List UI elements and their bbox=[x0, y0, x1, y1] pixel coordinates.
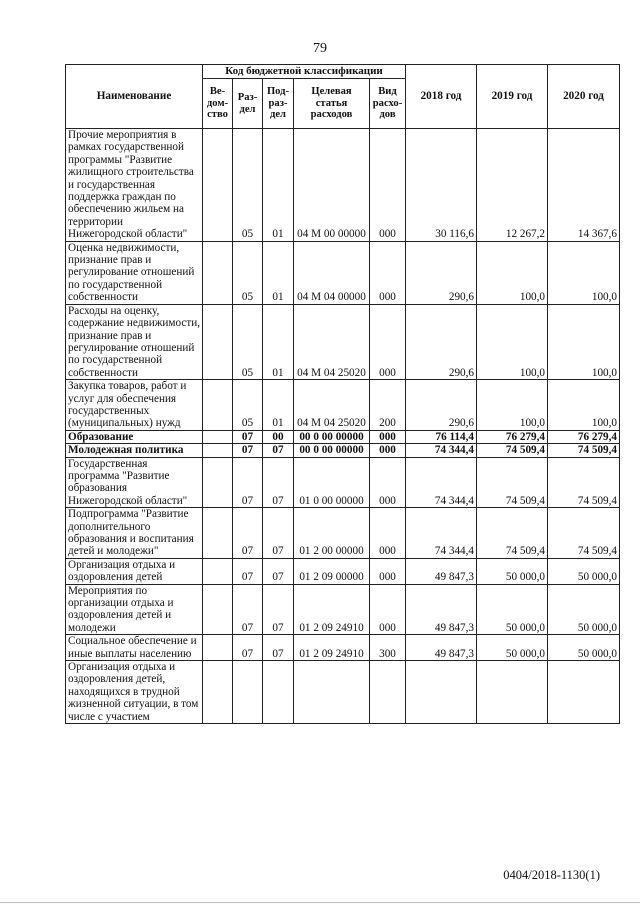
cell-2020: 50 000,0 bbox=[548, 635, 620, 661]
budget-table bbox=[65, 64, 620, 724]
cell-name: Молодежная политика bbox=[66, 444, 203, 457]
cell-razdel bbox=[233, 661, 263, 724]
cell-name: Мероприятия по организации отдыха и оздоровления детей и молодежи bbox=[66, 584, 203, 635]
cell-2019: 74 509,4 bbox=[477, 444, 548, 457]
cell-vedomstvo bbox=[203, 457, 233, 508]
cell-target: 00 0 00 00000 bbox=[294, 430, 370, 443]
cell-podrazdel: 07 bbox=[263, 457, 294, 508]
table-row bbox=[66, 444, 620, 457]
cell-2018: 74 344,4 bbox=[406, 444, 477, 457]
cell-2019 bbox=[477, 661, 548, 724]
cell-2019: 74 509,4 bbox=[477, 508, 548, 559]
cell-2019: 50 000,0 bbox=[477, 635, 548, 661]
cell-vedomstvo bbox=[203, 558, 233, 584]
cell-vid: 000 bbox=[370, 558, 406, 584]
cell-razdel: 05 bbox=[233, 304, 263, 379]
cell-2019: 74 509,4 bbox=[477, 457, 548, 508]
table-row bbox=[66, 584, 620, 635]
cell-2020: 100,0 bbox=[548, 304, 620, 379]
cell-name: Прочие мероприятия в рамках государственной программы "Развитие жилищного строительства и государственная поддержка граждан по обеспечению жильем на территории Нижегородской области" bbox=[66, 129, 203, 242]
cell-vid: 000 bbox=[370, 508, 406, 559]
cell-podrazdel: 07 bbox=[263, 584, 294, 635]
cell-vedomstvo bbox=[203, 508, 233, 559]
cell-2019: 76 279,4 bbox=[477, 430, 548, 443]
cell-name: Государственная программа "Развитие образования Нижегородской области" bbox=[66, 457, 203, 508]
cell-2020: 74 509,4 bbox=[548, 508, 620, 559]
cell-target: 01 2 09 24910 bbox=[294, 584, 370, 635]
cell-vedomstvo bbox=[203, 241, 233, 304]
header-code-group: Код бюджетной классификации bbox=[203, 65, 406, 79]
table-row bbox=[66, 304, 620, 379]
cell-2019: 12 267,2 bbox=[477, 129, 548, 242]
cell-2018: 49 847,3 bbox=[406, 584, 477, 635]
cell-razdel: 05 bbox=[233, 241, 263, 304]
cell-2018: 74 344,4 bbox=[406, 457, 477, 508]
cell-2018: 74 344,4 bbox=[406, 508, 477, 559]
cell-name: Организация отдыха и оздоровления детей, находящихся в трудной жизненной ситуации, в том числе с участием bbox=[66, 661, 203, 724]
cell-target: 04 М 00 00000 bbox=[294, 129, 370, 242]
cell-name: Социальное обеспечение и иные выплаты населению bbox=[66, 635, 203, 661]
cell-name: Расходы на оценку, содержание недвижимости, признание прав и регулирование отношений по государственной собственности bbox=[66, 304, 203, 379]
cell-target: 04 М 04 00000 bbox=[294, 241, 370, 304]
table-row bbox=[66, 380, 620, 431]
cell-2020: 74 509,4 bbox=[548, 457, 620, 508]
cell-2018: 30 116,6 bbox=[406, 129, 477, 242]
table-row bbox=[66, 508, 620, 559]
table-row bbox=[66, 558, 620, 584]
cell-2018 bbox=[406, 661, 477, 724]
cell-2019: 100,0 bbox=[477, 380, 548, 431]
cell-name: Организация отдыха и оздоровления детей bbox=[66, 558, 203, 584]
cell-2019: 50 000,0 bbox=[477, 584, 548, 635]
cell-razdel: 07 bbox=[233, 457, 263, 508]
cell-target: 01 2 09 00000 bbox=[294, 558, 370, 584]
scan-edge-line bbox=[0, 902, 640, 903]
header-2020: 2020 год bbox=[548, 65, 620, 129]
table-row bbox=[66, 457, 620, 508]
document-code: 0404/2018-1130(1) bbox=[503, 868, 600, 882]
cell-target: 01 2 00 00000 bbox=[294, 508, 370, 559]
cell-2020: 74 509,4 bbox=[548, 444, 620, 457]
cell-target: 04 М 04 25020 bbox=[294, 304, 370, 379]
cell-vid: 000 bbox=[370, 304, 406, 379]
cell-podrazdel: 07 bbox=[263, 558, 294, 584]
cell-podrazdel: 01 bbox=[263, 129, 294, 242]
cell-razdel: 07 bbox=[233, 508, 263, 559]
cell-podrazdel: 07 bbox=[263, 508, 294, 559]
table-row bbox=[66, 635, 620, 661]
cell-vedomstvo bbox=[203, 584, 233, 635]
header-target: Целевая статья расходов bbox=[294, 79, 370, 129]
cell-name: Подпрограмма "Развитие дополнительного образования и воспитания детей и молодежи" bbox=[66, 508, 203, 559]
cell-2018: 290,6 bbox=[406, 380, 477, 431]
table-row bbox=[66, 129, 620, 242]
cell-podrazdel: 00 bbox=[263, 430, 294, 443]
table-row bbox=[66, 430, 620, 443]
cell-2020: 50 000,0 bbox=[548, 584, 620, 635]
cell-name: Оценка недвижимости, признание прав и регулирование отношений по государственной собственности bbox=[66, 241, 203, 304]
table-row bbox=[66, 241, 620, 304]
cell-razdel: 07 bbox=[233, 584, 263, 635]
cell-name: Закупка товаров, работ и услуг для обеспечения государственных (муниципальных) нужд bbox=[66, 380, 203, 431]
cell-podrazdel: 01 bbox=[263, 241, 294, 304]
cell-podrazdel: 01 bbox=[263, 380, 294, 431]
cell-razdel: 07 bbox=[233, 635, 263, 661]
cell-target: 00 0 00 00000 bbox=[294, 444, 370, 457]
header-vedomstvo: Ве- дом- ство bbox=[203, 79, 233, 129]
cell-vid: 000 bbox=[370, 444, 406, 457]
cell-vedomstvo bbox=[203, 380, 233, 431]
cell-razdel: 07 bbox=[233, 558, 263, 584]
cell-2020: 100,0 bbox=[548, 380, 620, 431]
cell-vedomstvo bbox=[203, 661, 233, 724]
cell-podrazdel bbox=[263, 661, 294, 724]
cell-target bbox=[294, 661, 370, 724]
cell-target: 01 2 09 24910 bbox=[294, 635, 370, 661]
header-podrazdel: Под- раз- дел bbox=[263, 79, 294, 129]
cell-2019: 100,0 bbox=[477, 241, 548, 304]
header-name: Наименование bbox=[66, 65, 203, 129]
cell-2020: 100,0 bbox=[548, 241, 620, 304]
cell-vedomstvo bbox=[203, 430, 233, 443]
cell-vedomstvo bbox=[203, 129, 233, 242]
table-row bbox=[66, 661, 620, 724]
cell-2018: 49 847,3 bbox=[406, 635, 477, 661]
header-2018: 2018 год bbox=[406, 65, 477, 129]
header-2019: 2019 год bbox=[477, 65, 548, 129]
cell-2019: 50 000,0 bbox=[477, 558, 548, 584]
header-razdel: Раз- дел bbox=[233, 79, 263, 129]
cell-podrazdel: 01 bbox=[263, 304, 294, 379]
cell-2020: 50 000,0 bbox=[548, 558, 620, 584]
cell-vid: 000 bbox=[370, 457, 406, 508]
table-body bbox=[66, 129, 620, 724]
cell-podrazdel: 07 bbox=[263, 635, 294, 661]
cell-razdel: 07 bbox=[233, 430, 263, 443]
cell-vid: 200 bbox=[370, 380, 406, 431]
cell-vid: 000 bbox=[370, 129, 406, 242]
cell-2020 bbox=[548, 661, 620, 724]
cell-vid bbox=[370, 661, 406, 724]
cell-2018: 49 847,3 bbox=[406, 558, 477, 584]
cell-podrazdel: 07 bbox=[263, 444, 294, 457]
cell-2018: 76 114,4 bbox=[406, 430, 477, 443]
cell-2020: 76 279,4 bbox=[548, 430, 620, 443]
cell-vid: 000 bbox=[370, 241, 406, 304]
cell-vedomstvo bbox=[203, 635, 233, 661]
cell-2018: 290,6 bbox=[406, 241, 477, 304]
cell-vid: 000 bbox=[370, 584, 406, 635]
cell-target: 04 М 04 25020 bbox=[294, 380, 370, 431]
cell-name: Образование bbox=[66, 430, 203, 443]
cell-razdel: 05 bbox=[233, 380, 263, 431]
cell-vedomstvo bbox=[203, 444, 233, 457]
cell-vedomstvo bbox=[203, 304, 233, 379]
page-number: 79 bbox=[313, 41, 327, 56]
cell-vid: 000 bbox=[370, 430, 406, 443]
cell-2020: 14 367,6 bbox=[548, 129, 620, 242]
cell-vid: 300 bbox=[370, 635, 406, 661]
cell-razdel: 07 bbox=[233, 444, 263, 457]
cell-2018: 290,6 bbox=[406, 304, 477, 379]
cell-2019: 100,0 bbox=[477, 304, 548, 379]
cell-razdel: 05 bbox=[233, 129, 263, 242]
header-vid: Вид расхо- дов bbox=[370, 79, 406, 129]
cell-target: 01 0 00 00000 bbox=[294, 457, 370, 508]
